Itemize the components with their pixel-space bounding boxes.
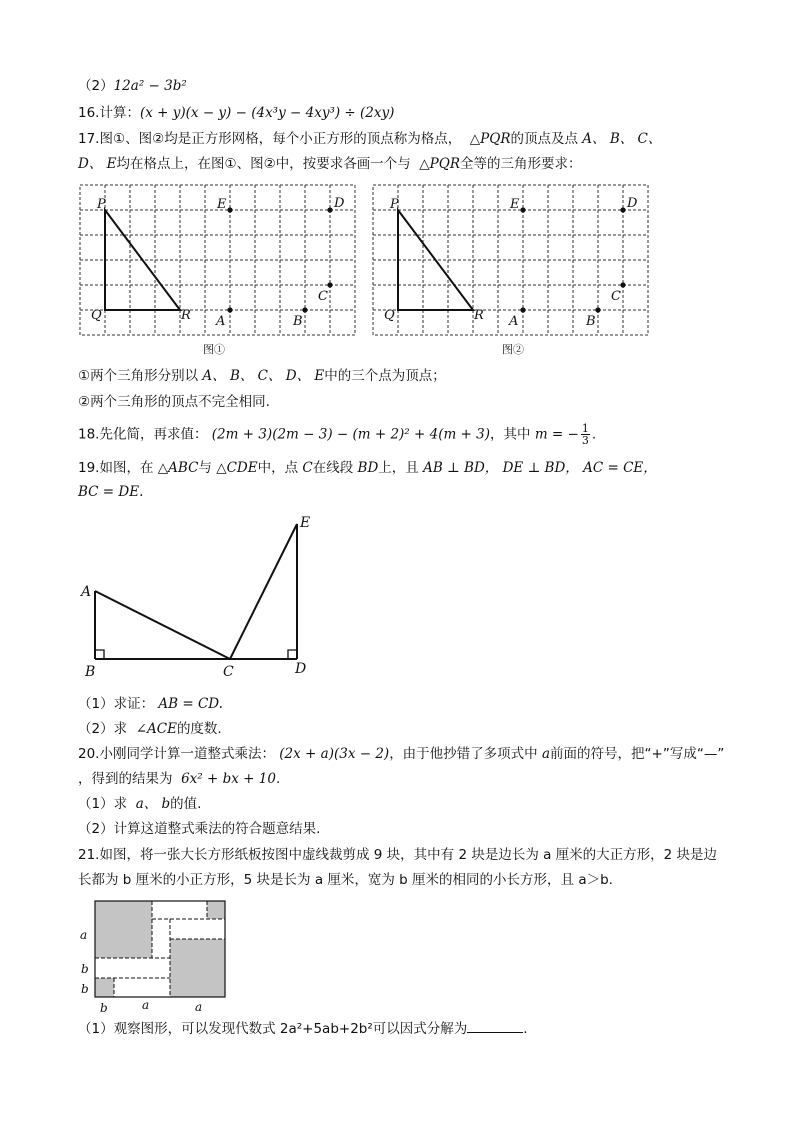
- label-e-2: E: [510, 197, 520, 212]
- segment-ce: [230, 524, 297, 659]
- q19-tri2: △CDE: [216, 460, 258, 476]
- point-b-2: [595, 307, 600, 312]
- q19-sub2-label: （2）求: [78, 721, 128, 737]
- q17-req1: [78, 367, 446, 385]
- q21-text1: 如图，将一张大长方形纸板按图中虚线裁剪成 9 块，其中有 2 块是边长为 a 厘米的大正方形，2 块是边: [99, 847, 718, 863]
- q19-sub2-expr: ∠ACE: [135, 721, 177, 737]
- label-b-2: B: [586, 314, 596, 329]
- q19-t2: 与: [198, 460, 212, 476]
- q18-number: 18.: [78, 426, 100, 443]
- q19-sub1-expr: AB = CD.: [158, 696, 223, 712]
- q17-text1b: 的顶点及点: [510, 131, 578, 147]
- q17-text2b: 均在格点上，在图①、图②中，按要求各画一个与: [116, 156, 411, 172]
- q18-frac-num: 1: [581, 422, 589, 435]
- q20-result: 6x² + bx + 10: [181, 771, 276, 787]
- point-a-1: [227, 307, 232, 312]
- q17-req2-text: ②两个三角形的顶点不完全相同.: [78, 394, 270, 410]
- q20-sub2: [78, 820, 320, 838]
- prev-item-expr: 12a² − 3b²: [113, 78, 187, 94]
- fig21-bottom-b: b: [100, 1001, 108, 1015]
- q16-prompt: 计算：: [99, 105, 140, 121]
- q17-req1-points: A、 B、 C、 D、 E: [202, 368, 325, 384]
- q20-number: 20.: [78, 746, 100, 762]
- q19-number: 19.: [78, 460, 100, 476]
- q18-cond: m = −: [534, 426, 579, 443]
- q19-t5: 上，且: [378, 460, 419, 476]
- q21-sub1a: （1）观察图形，可以发现代数式 2a²+5ab+2b²可以因式分解为: [78, 1021, 468, 1037]
- q17-text2c: 全等的三角形要求：: [460, 156, 582, 172]
- q17-req1b: 中的三个点为顶点；: [324, 368, 446, 384]
- q19-pt: C: [302, 460, 313, 476]
- q20-sub1a: （1）求: [78, 796, 128, 812]
- prev-item-2: [78, 77, 187, 95]
- q21-sub1b: .: [523, 1021, 528, 1037]
- q19-cond-bc-de: BC = DE.: [78, 484, 144, 500]
- q19-sub2-end: 的度数.: [176, 721, 222, 737]
- fig21-bottom-a2: a: [195, 1000, 203, 1014]
- q18-expr: (2m + 3)(2m − 3) − (m + 2)² + 4(m + 3): [211, 426, 491, 443]
- point-e-2: [520, 207, 525, 212]
- q21-figure: [74, 895, 244, 1020]
- fig2-caption: 图②: [502, 343, 524, 356]
- big-square-top-left: [95, 901, 152, 958]
- q18-end: .: [591, 426, 597, 443]
- q20-t5: .: [275, 771, 281, 787]
- q16-number: 16.: [78, 105, 100, 121]
- label-c-2: C: [611, 289, 621, 304]
- fig21-bottom-a1: a: [142, 998, 150, 1012]
- fig19-label-b: B: [85, 664, 96, 680]
- q20-sub1-vars: a、 b: [135, 796, 171, 812]
- q19-sub2: [78, 720, 222, 738]
- fig21-left-a: a: [80, 928, 88, 942]
- label-r-2: R: [474, 308, 484, 323]
- small-square-top-right: [207, 901, 225, 919]
- q17-req1a: ①两个三角形分别以: [78, 368, 199, 384]
- point-e-1: [227, 207, 232, 212]
- q17-figure-1: [72, 180, 362, 360]
- q17-figure-2: [365, 180, 655, 360]
- label-d-2: D: [627, 196, 638, 211]
- q17-triangle: △PQR: [469, 131, 511, 147]
- q17-line2: [78, 155, 582, 173]
- q19-sub1: [78, 695, 223, 713]
- q17-req2: [78, 393, 270, 411]
- q20-sub1b: 的值.: [170, 796, 202, 812]
- label-b-1: B: [293, 314, 303, 329]
- q20-t2: ，由于他抄错了多项式中: [389, 746, 538, 762]
- q21-line2: [78, 871, 613, 889]
- q19-c3: AC = CE，: [583, 460, 657, 476]
- q17-triangle-2: △PQR: [419, 156, 460, 172]
- label-c-1: C: [318, 289, 328, 304]
- q19-t1: 如图，在: [99, 460, 154, 476]
- q20-t3: 前面的符号，把“+”写成“—”: [550, 746, 725, 762]
- q17-points1: A、 B、 C、: [582, 131, 662, 147]
- q21-sub1: [78, 1020, 528, 1038]
- right-angle-b: [95, 650, 104, 659]
- q19-t3: 中，点: [257, 460, 299, 476]
- point-c-2: [620, 282, 625, 287]
- q19-line2: [78, 483, 143, 501]
- fig19-label-d: D: [295, 661, 307, 677]
- fig19-label-c: C: [223, 664, 234, 680]
- label-e-1: E: [217, 197, 227, 212]
- q20-sub1: [78, 795, 201, 813]
- right-angle-d: [288, 650, 297, 659]
- q17-number: 17.: [78, 131, 100, 147]
- q18-frac-den: 3: [581, 434, 589, 447]
- q18: [78, 423, 596, 446]
- q19-t4: 在线段: [312, 460, 354, 476]
- label-q-2: Q: [384, 308, 395, 323]
- q19-figure: [75, 508, 335, 683]
- segment-ac: [95, 591, 230, 659]
- q21-number: 21.: [78, 847, 100, 863]
- prev-item-label: （2）: [78, 78, 114, 94]
- point-d-2: [620, 207, 625, 212]
- fig19-label-e: E: [300, 515, 311, 531]
- point-c-1: [327, 282, 332, 287]
- small-square-bottom-left: [95, 978, 114, 997]
- q17-text1: 图①、图②均是正方形网格，每个小正方形的顶点称为格点，: [99, 131, 462, 147]
- q20-sub2-text: （2）计算这道整式乘法的符合题意结果.: [78, 821, 321, 837]
- q17-line1: [78, 130, 661, 148]
- fig21-left-b2: b: [81, 982, 89, 996]
- fig1-caption: 图①: [203, 343, 225, 356]
- answer-blank[interactable]: [467, 1020, 523, 1033]
- label-r-1: R: [181, 308, 191, 323]
- q16: [78, 104, 394, 122]
- q18-fraction: [581, 423, 590, 446]
- label-p-2: P: [390, 197, 399, 212]
- fig19-label-a: A: [81, 584, 92, 600]
- q18-where: ，其中: [490, 426, 531, 443]
- q18-prompt: 先化简，再求值：: [99, 426, 208, 443]
- point-b-1: [302, 307, 307, 312]
- q20-t4: ，得到的结果为: [78, 771, 173, 787]
- q17-points2: D、 E: [78, 156, 117, 172]
- point-a-2: [520, 307, 525, 312]
- q21-text2: 长都为 b 厘米的小正方形，5 块是长为 a 厘米，宽为 b 厘米的相同的小长方形，且 a＞b.: [78, 872, 613, 888]
- q16-expr: (x + y)(x − y) − (4x³y − 4xy³) ÷ (2xy): [139, 105, 395, 121]
- q20-expr: (2x + a)(3x − 2): [279, 746, 390, 762]
- q20-var: a: [541, 746, 551, 762]
- label-q-1: Q: [91, 308, 102, 323]
- label-d-1: D: [334, 196, 345, 211]
- q20-t1: 小刚同学计算一道整式乘法：: [99, 746, 275, 762]
- label-a-1: A: [216, 314, 226, 329]
- q19-tri1: △ABC: [157, 460, 199, 476]
- label-a-2: A: [509, 314, 519, 329]
- label-p-1: P: [97, 197, 106, 212]
- q20-line2: [78, 770, 280, 788]
- q20-line1: [78, 745, 724, 763]
- q19-c1: AB ⊥ BD，: [423, 460, 499, 476]
- q19-sub1-label: （1）求证：: [78, 696, 155, 712]
- q21-line1: [78, 846, 717, 864]
- q19-seg: BD: [357, 460, 379, 476]
- big-square-bottom-right: [170, 939, 225, 997]
- fig21-left-b1: b: [81, 962, 89, 976]
- q19-c2: DE ⊥ BD，: [502, 460, 579, 476]
- q19-line1: [78, 459, 657, 477]
- point-d-1: [327, 207, 332, 212]
